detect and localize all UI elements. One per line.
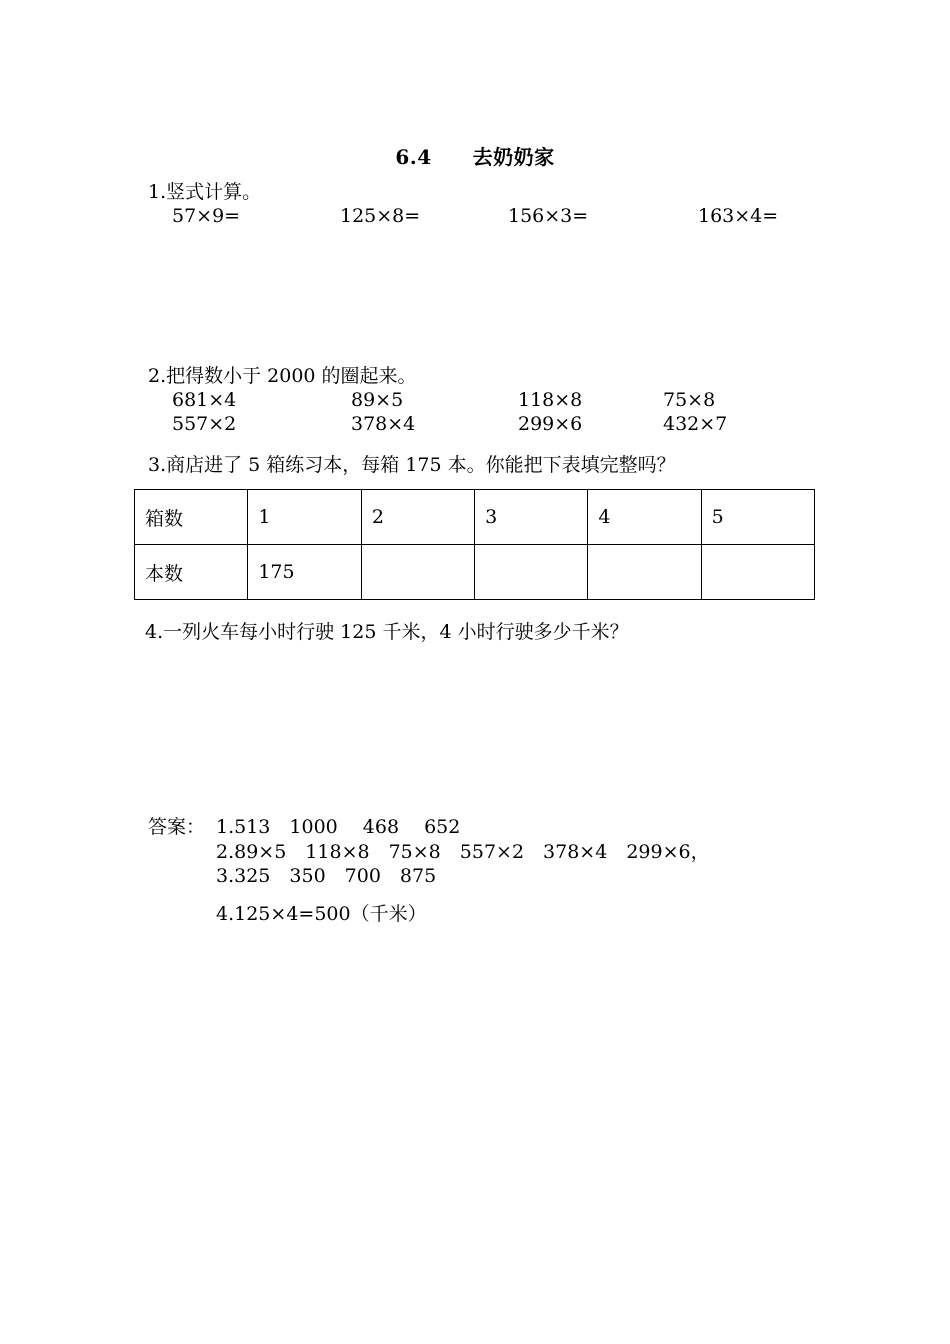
table-cell: 175	[248, 545, 361, 600]
question-4-heading: 4.一列火车每小时行驶 125 千米，4 小时行驶多少千米？	[145, 621, 629, 643]
q2-row1-item-3: 118×8	[518, 389, 583, 411]
table-cell: 1	[248, 490, 361, 545]
q2-row2-item-3: 299×6	[518, 413, 583, 435]
page-title: 6.4 去奶奶家	[395, 145, 555, 169]
table-cell: 箱数	[135, 490, 248, 545]
answer-3: 3.325 350 700 875	[216, 865, 437, 887]
table-cell: 4	[588, 490, 701, 545]
q2-row2-item-1: 557×2	[172, 413, 237, 435]
question-2-heading: 2.把得数小于 2000 的圈起来。	[148, 365, 417, 387]
table-cell	[361, 545, 474, 600]
q1-item-4: 163×4=	[698, 205, 779, 227]
fill-in-table	[134, 489, 815, 600]
table-cell	[588, 545, 701, 600]
answer-1: 1.513 1000 468 652	[216, 816, 461, 838]
question-1-heading: 1.竖式计算。	[148, 181, 262, 203]
q2-row1-item-1: 681×4	[172, 389, 237, 411]
question-3-heading: 3.商店进了 5 箱练习本，每箱 175 本。你能把下表填完整吗？	[148, 454, 676, 476]
table-cell	[701, 545, 814, 600]
q2-row2-item-2: 378×4	[351, 413, 416, 435]
q2-row2-item-4: 432×7	[663, 413, 728, 435]
q1-item-2: 125×8=	[340, 205, 421, 227]
table-row	[135, 490, 815, 545]
answer-2: 2.89×5 118×8 75×8 557×2 378×4 299×6，	[216, 841, 710, 863]
q2-row1-item-2: 89×5	[351, 389, 404, 411]
table-row	[135, 545, 815, 600]
table-cell: 2	[361, 490, 474, 545]
q2-row1-item-4: 75×8	[663, 389, 716, 411]
table-cell: 3	[475, 490, 588, 545]
table-cell: 本数	[135, 545, 248, 600]
table-cell	[475, 545, 588, 600]
answers-label: 答案：	[148, 816, 206, 838]
q1-item-3: 156×3=	[508, 205, 589, 227]
q1-item-1: 57×9=	[172, 205, 241, 227]
answer-4: 4.125×4=500（千米）	[216, 903, 427, 925]
table-cell: 5	[701, 490, 814, 545]
